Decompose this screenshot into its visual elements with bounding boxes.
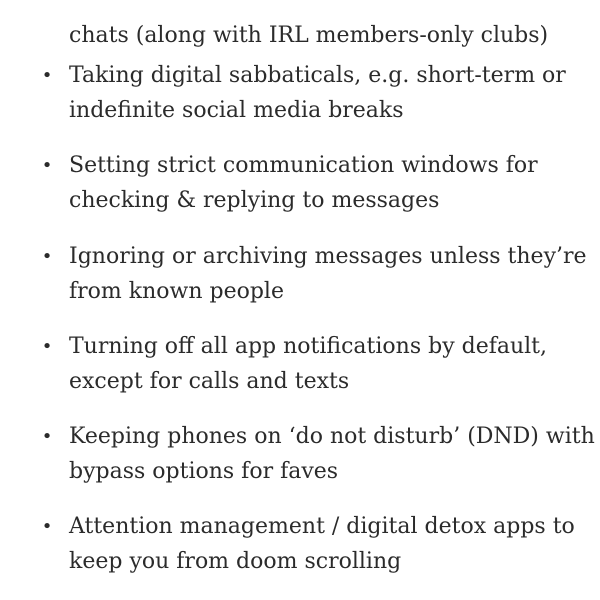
bullet-icon: • — [41, 336, 53, 357]
list-item-text — [69, 509, 589, 579]
list-item-line-2: from known people — [69, 279, 284, 304]
list-item-line-1: Keeping phones on ‘do not disturb’ (DND) with — [69, 424, 595, 449]
partial-item-line-1-clipped — [69, 0, 589, 18]
partial-list-item-continuation — [69, 0, 589, 53]
list-item-text — [69, 148, 589, 218]
list-item-line-2: indefinite social media breaks — [69, 98, 404, 123]
list-item-text — [69, 419, 595, 489]
list-item-text — [69, 329, 589, 399]
list-item-line-2: keep you from doom scrolling — [69, 549, 402, 574]
list-item-line-2: checking & replying to messages — [69, 188, 440, 213]
list-item-line-2: bypass options for faves — [69, 459, 339, 484]
list-item-line-1: Turning off all app notifications by default, — [69, 334, 548, 359]
bullet-icon: • — [41, 516, 53, 537]
bullet-icon: • — [41, 426, 53, 447]
list-item-text — [69, 239, 589, 309]
bullet-icon: • — [41, 65, 53, 86]
list-item-line-1: Ignoring or archiving messages unless they’re — [69, 244, 587, 269]
bullet-icon: • — [41, 155, 53, 176]
list-item-text — [69, 58, 589, 128]
bullet-icon: • — [41, 246, 53, 267]
list-item-line-1: Taking digital sabbaticals, e.g. short-term or — [69, 63, 566, 88]
partial-item-line-2: chats (along with IRL members-only clubs) — [69, 23, 549, 48]
list-item-line-1: Setting strict communication windows for — [69, 153, 538, 178]
list-item-line-1: Attention management / digital detox apps to — [69, 514, 575, 539]
list-item-line-2: except for calls and texts — [69, 369, 350, 394]
